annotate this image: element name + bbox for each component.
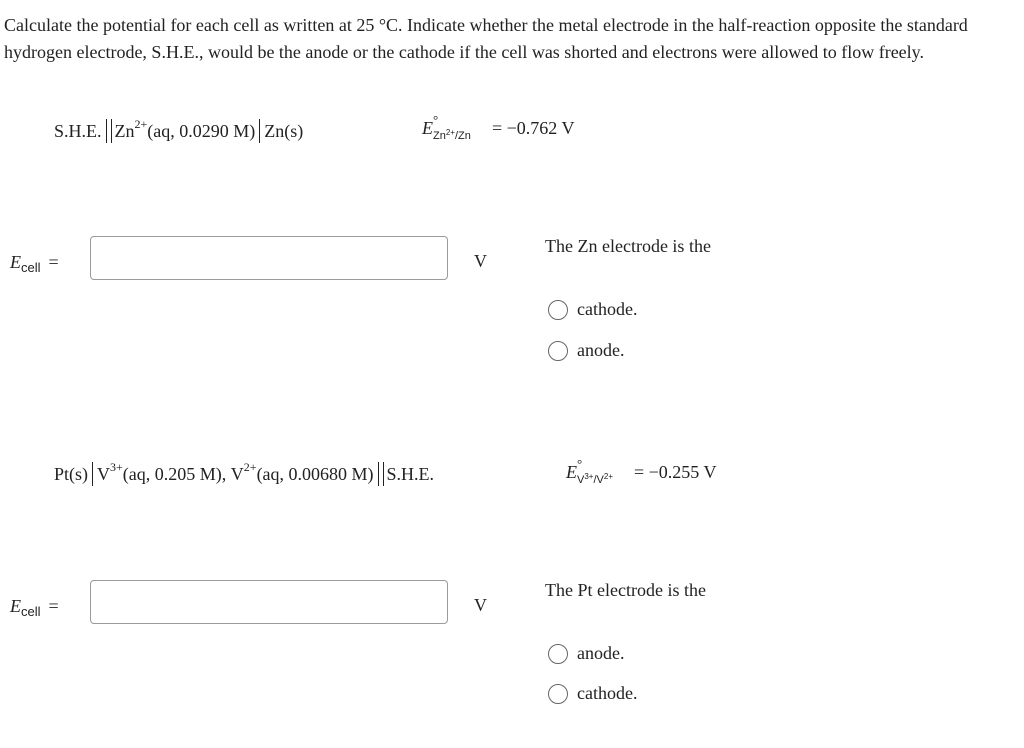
she-label: S.H.E. (386, 463, 435, 484)
option-cathode-2[interactable] (548, 683, 637, 704)
option-cathode-1[interactable] (548, 299, 637, 320)
degree-symbol: ° (577, 456, 583, 471)
radio-button-icon[interactable] (548, 644, 568, 664)
degree-symbol: ° (433, 112, 439, 127)
ecell-answer-input-2[interactable] (90, 580, 448, 624)
option-label: anode. (577, 340, 625, 360)
zn-ion-concentration: (aq, 0.0290 M) (147, 120, 256, 141)
cell-notation-2 (54, 460, 434, 488)
salt-bridge-symbol (378, 462, 384, 486)
standard-potential-1 (422, 112, 622, 148)
zn-electrode-prompt: The Zn electrode is the (545, 236, 711, 256)
zn-electrode-label: Zn(s) (264, 120, 304, 141)
salt-bridge-symbol (106, 119, 112, 143)
radio-button-icon[interactable] (548, 684, 568, 704)
option-label: cathode. (577, 299, 638, 319)
option-anode-2[interactable] (548, 643, 624, 664)
cell-notation-1 (54, 117, 303, 145)
pt-electrode-prompt: The Pt electrode is the (545, 580, 706, 600)
ecell-label-2: $E_{cell}$ = (10, 596, 59, 619)
ecell-label-1: $E_{cell}$ = (10, 252, 59, 275)
she-label: S.H.E. (54, 120, 102, 141)
radio-button-icon[interactable] (548, 341, 568, 361)
v3-ion-symbol: V (97, 463, 111, 484)
v3-ion-charge: 3+ (110, 459, 123, 474)
e0-value: = −0.255 V (634, 462, 717, 482)
v3-ion-concentration: (aq, 0.205 M), (122, 463, 231, 484)
standard-potential-2 (566, 456, 766, 492)
e0-value: = −0.762 V (492, 118, 575, 138)
option-label: cathode. (577, 683, 638, 703)
v2-ion-charge: 2+ (243, 459, 257, 474)
pt-electrode-label: Pt(s) (54, 463, 89, 484)
instructions-text: Calculate the potential for each cell as written at 25 °C. Indicate whether the metal electrode in the half-reaction opposite the standard hydrogen electrode, S.H.E., would be the anode or the cathode if the cell was shorted and electrons were allowed to flow freely. (4, 15, 968, 62)
option-label: anode. (577, 643, 625, 663)
ecell-answer-input-1[interactable] (90, 236, 448, 280)
radio-button-icon[interactable] (548, 300, 568, 320)
phase-boundary-symbol (92, 462, 93, 486)
e0-subscript: $Zn^{2+}/Zn$ (433, 128, 471, 142)
e0-subscript: $V^{3+}/V^{2+}$ (577, 472, 613, 486)
zn-ion-charge: 2+ (134, 116, 148, 131)
v2-ion-symbol: V (230, 463, 244, 484)
phase-boundary-symbol (259, 119, 260, 143)
e0-symbol: E (422, 118, 433, 138)
zn-ion-symbol: Zn (114, 120, 135, 141)
volt-unit-1: V (474, 251, 487, 271)
e0-symbol: E (566, 462, 577, 482)
volt-unit-2: V (474, 595, 487, 615)
option-anode-1[interactable] (548, 340, 624, 361)
v2-ion-concentration: (aq, 0.00680 M) (256, 463, 374, 484)
